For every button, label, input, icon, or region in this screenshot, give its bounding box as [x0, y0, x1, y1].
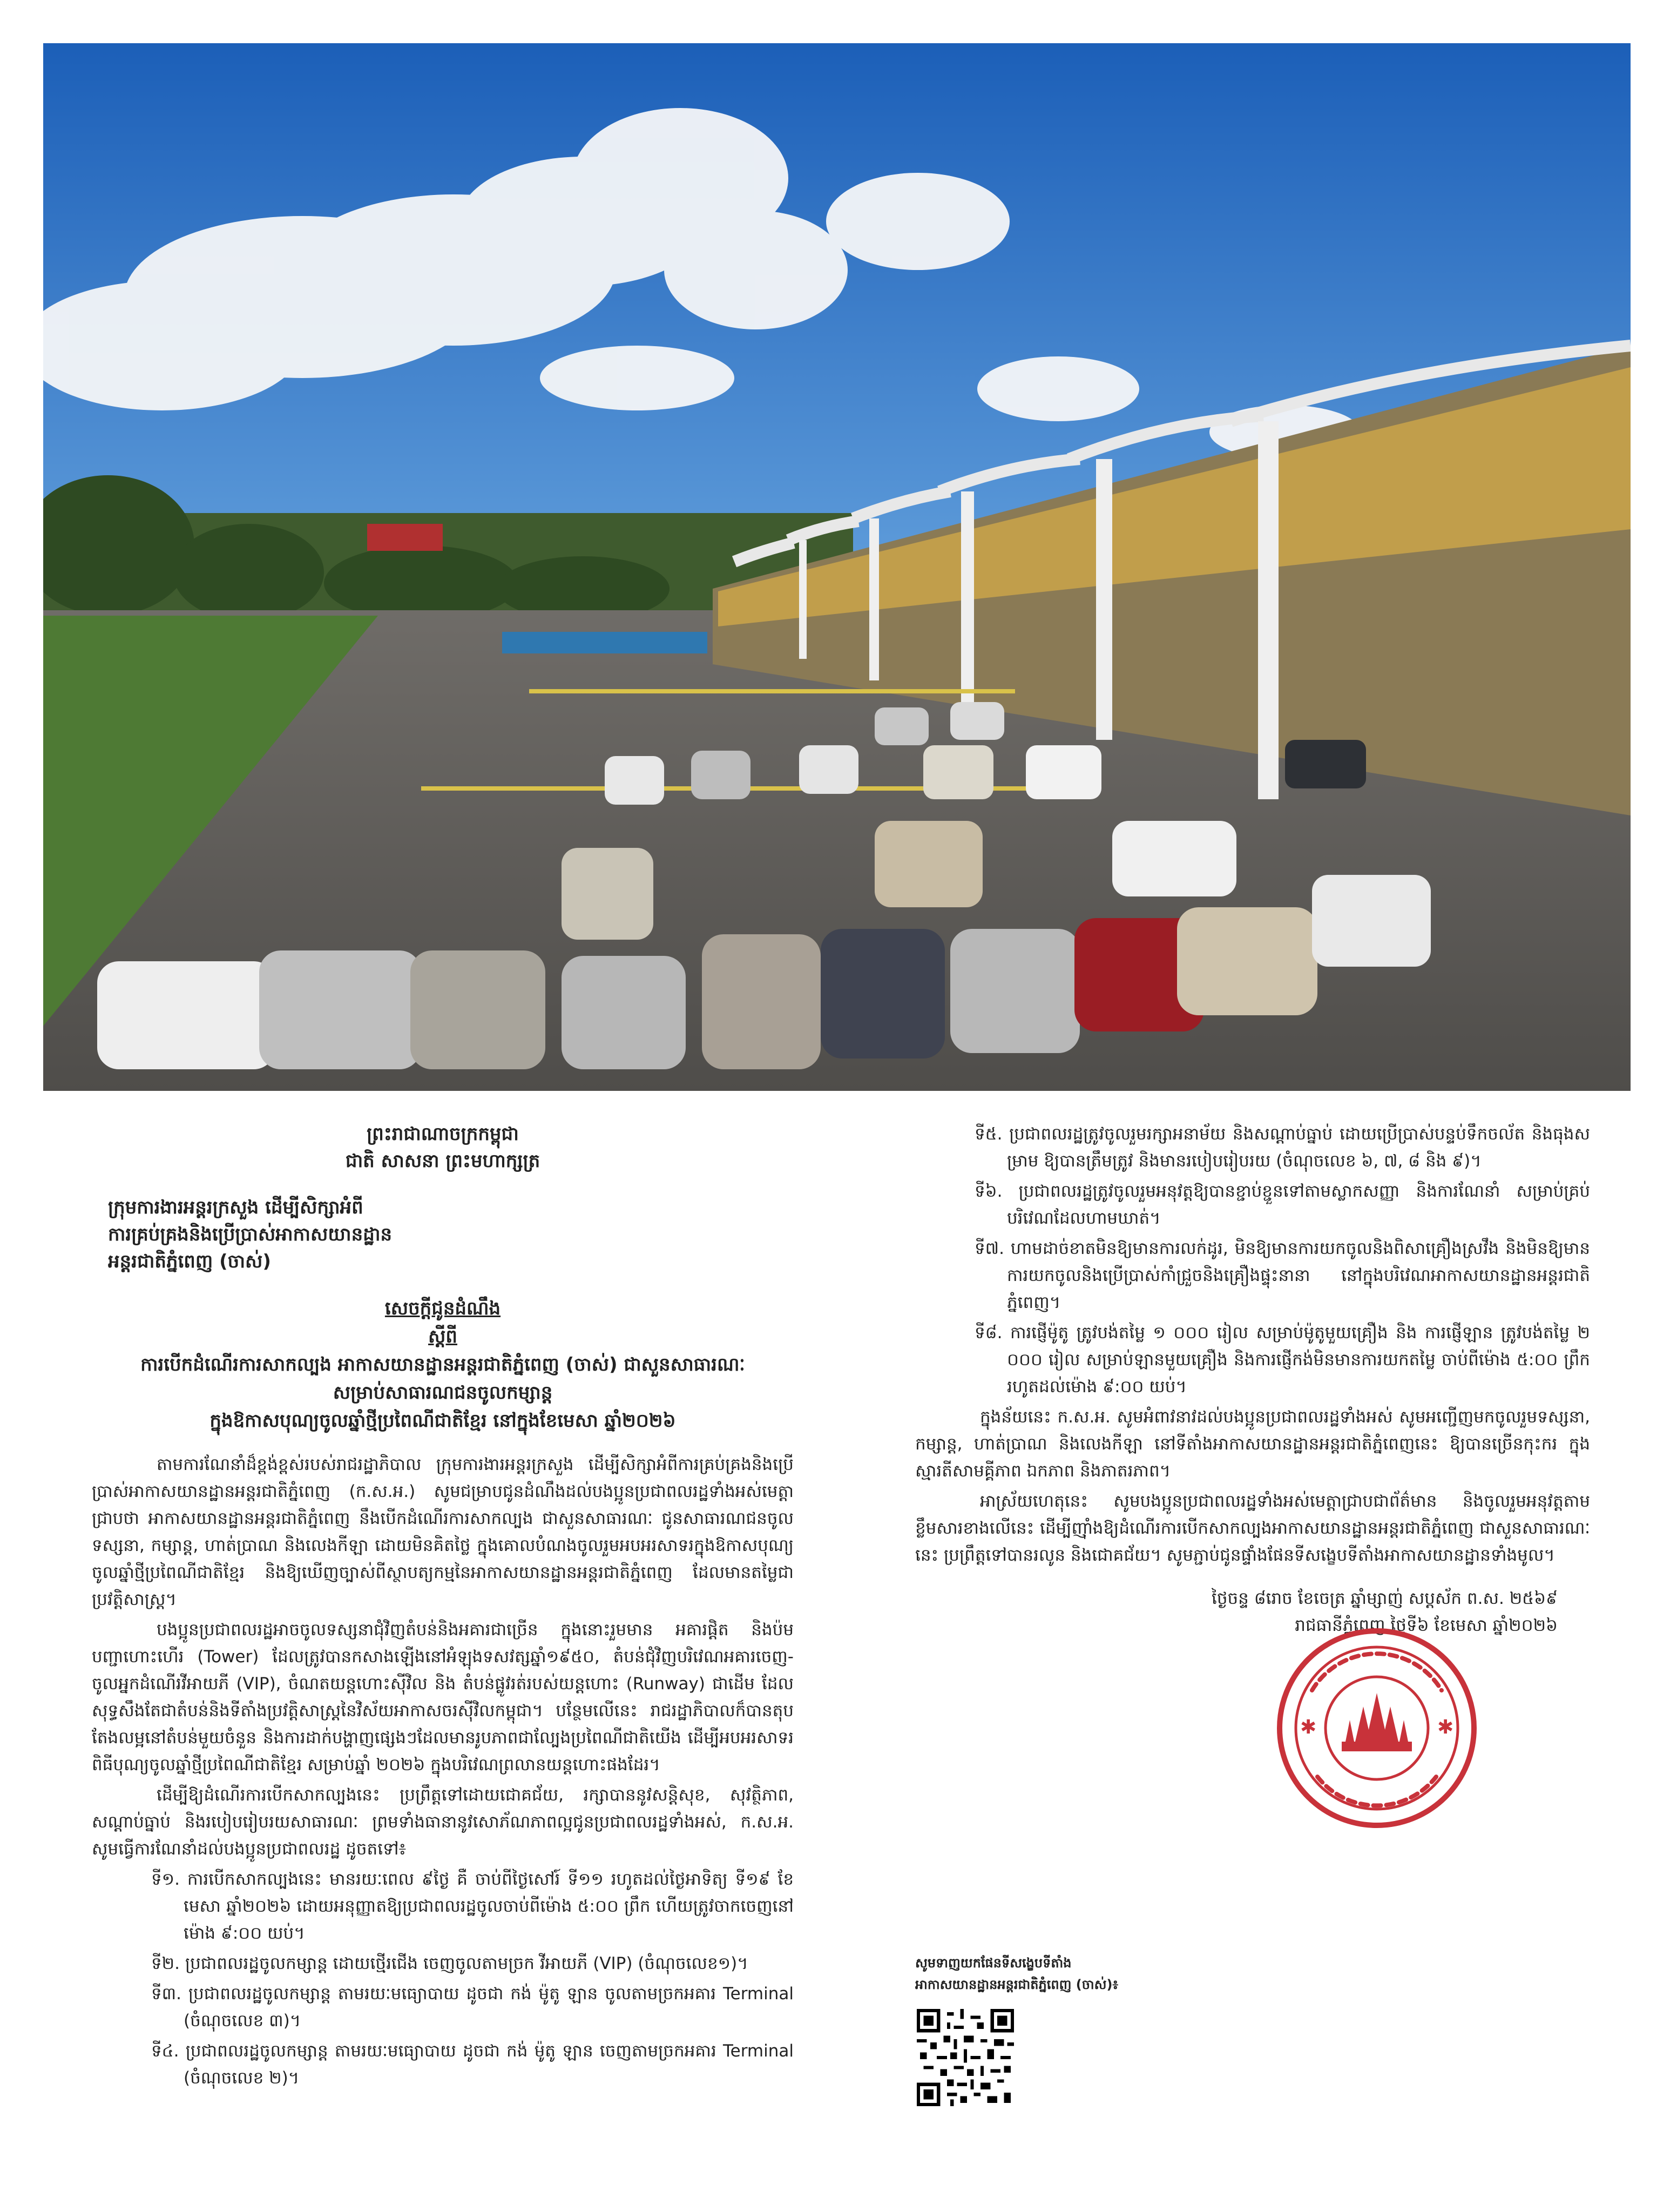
item-2: ទី២. ប្រជាពលរដ្ឋចូលកម្សាន្ត ដោយថ្មើរជើង ចេញចូលតាមច្រក វីអាយភី (VIP) (ចំណុចលេខ១)។ [151, 1954, 748, 1973]
item-3: ទី៣. ប្រជាពលរដ្ឋចូលកម្សាន្ត តាមរយៈមធ្យោបាយ ដូចជា កង់ ម៉ូតូ ឡាន ចូលតាមច្រកអគារ Terminal (ចំណុចលេខ ៣)។ [151, 1984, 794, 2031]
right-column [915, 1121, 1590, 1639]
signature-block [915, 1585, 1590, 1639]
qr-caption [915, 1952, 1239, 1995]
issuer-block [92, 1194, 794, 1275]
title-line-1: សេចក្តីជូនដំណឹង [384, 1298, 501, 1319]
title-line-2: ស្តីពី [428, 1326, 457, 1347]
qr-caption-line-1: សូមទាញយកផែនទីសង្ខេបទីតាំង [915, 1955, 1072, 1971]
item-4: ទី៤. ប្រជាពលរដ្ឋចូលកម្សាន្ត តាមរយៈមធ្យោបាយ ដូចជា កង់ ម៉ូតូ ឡាន ចេញតាមច្រកអគារ Terminal (ចំណុចលេខ ២)។ [151, 2041, 794, 2088]
title-line-5: ក្នុងឱកាសបុណ្យចូលឆ្នាំថ្មីប្រពៃណីជាតិខ្មែរ នៅក្នុងខែមេសា ឆ្នាំ២០២៦ [209, 1410, 676, 1432]
official-seal [1274, 1626, 1479, 1831]
paragraph-3: ដើម្បីឱ្យដំណើរការបើកសាកល្បងនេះ ប្រព្រឹត្តទៅដោយជោគជ័យ, រក្សាបាននូវសន្តិសុខ, សុវត្ថិភាព, សណ្តាប់ធ្នាប់ និងរបៀបរៀបរយសាធារណៈ ព្រមទាំងធានានូវសោភ័ណភាពល្អជូនប្រជាពលរដ្ឋទាំងអស់, ក.ស.អ. សូមធ្វើការណែនាំដល់បងប្អូនប្រជាពលរដ្ឋ ដូចតទៅ៖ [92, 1785, 794, 1859]
item-7: ទី៧. ហាមដាច់ខាតមិនឱ្យមានការលក់ដូរ, មិនឱ្យមានការយកចូលនិងពិសាគ្រឿងស្រវឹង និងមិនឱ្យមានការយកចូលនិងប្រើប្រាស់កាំជ្រួចនិងគ្រឿងផ្ទុះនានា នៅក្នុងបរិវេណអាកាសយានដ្ឋានអន្តរជាតិភ្នំពេញ។ [975, 1239, 1590, 1312]
paragraph-4: ក្នុងន័យនេះ ក.ស.អ. សូមអំពាវនាវដល់បងប្អូនប្រជាពលរដ្ឋទាំងអស់ សូមអញ្ជើញមកចូលរួមទស្សនា, កម្សាន្ត, ហាត់ប្រាណ និងលេងកីឡា នៅទីតាំងអាកាសយានដ្ឋានអន្តរជាតិភ្នំពេញនេះ ឱ្យបានច្រើនកុះករ ក្នុងស្មារតីសាមគ្គីភាព ឯកភាព និងភាតរភាព។ [915, 1407, 1590, 1481]
map-qr-code[interactable] [917, 2009, 1014, 2106]
qr-caption-line-2: អាកាសយានដ្ឋានអន្តរជាតិភ្នំពេញ (ចាស់)៖ [915, 1977, 1118, 1992]
lunar-date: ថ្ងៃចន្ទ ៨រោច ខែចេត្រ ឆ្នាំម្សាញ់ សប្តស័ក ព.ស. ២៥៦៩ [1211, 1589, 1558, 1608]
airport-photo [43, 43, 1631, 1091]
title-line-3: ការបើកដំណើរការសាកល្បង អាកាសយានដ្ឋានអន្តរជាតិភ្នំពេញ (ចាស់) ជាសួនសាធារណៈ [140, 1354, 745, 1375]
paragraph-2: បងប្អូនប្រជាពលរដ្ឋអាចចូលទស្សនាជុំវិញតំបន់និងអគារជាច្រើន ក្នុងនោះរួមមាន អគារផ្តិត និងប៉មបញ្ជាហោះហើរ (Tower) ដែលត្រូវបានកសាងឡើងនៅអំឡុងទសវត្សឆ្នាំ១៩៥០, តំបន់ជុំវិញបរិវេណអគារចេញ-ចូលអ្នកដំណើរវីអាយភី (VIP), ចំណតយន្តហោះស៊ីវិល និង តំបន់ផ្លូវរត់របស់យន្តហោះ (Runway) ជាដើម ដែលសុទ្ធសឹងតែជាតំបន់និងទីតាំងប្រវត្តិសាស្ត្រនៃវិស័យអាកាសចរស៊ីវិលកម្ពុជា។ បន្ថែមលើនេះ រាជរដ្ឋាភិបាលក៏បានតុបតែងលម្អនៅតំបន់មួយចំនួន និងការដាក់បង្ហាញផ្សេងៗដែលមានរូបភាពជាល្បែងប្រពៃណីជាតិយើង ដើម្បីអបអរសាទរពិធីបុណ្យចូលឆ្នាំថ្មីប្រពៃណីជាតិខ្មែរ សម្រាប់ឆ្នាំ ២០២៦ ក្នុងបរិវេណព្រលានយន្តហោះផងដែរ។ [92, 1620, 794, 1775]
item-5: ទី៥. ប្រជាពលរដ្ឋត្រូវចូលរួមរក្សាអនាម័យ និងសណ្តាប់ធ្នាប់ ដោយប្រើប្រាស់បន្ទប់ទឹកចល័ត និងធុងសម្រាម ឱ្យបានត្រឹមត្រូវ និងមានរបៀបរៀបរយ (ចំណុចលេខ ៦, ៧, ៨ និង ៩)។ [975, 1124, 1590, 1171]
paragraph-5: អាស្រ័យហេតុនេះ សូមបងប្អូនប្រជាពលរដ្ឋទាំងអស់មេត្តាជ្រាបជាព័ត៌មាន និងចូលរួមអនុវត្តតាមខ្លឹមសារខាងលើនេះ ដើម្បីញ៉ាំងឱ្យដំណើរការបើកសាកល្បងអាកាសយានដ្ឋានអន្តរជាតិភ្នំពេញ ជាសួនសាធារណៈនេះ ប្រព្រឹត្តទៅបានរលូន និងជោគជ័យ។ សូមភ្ជាប់ជូនផ្ទាំងផែនទីសង្ខេបទីតាំងអាកាសយានដ្ឋានទាំងមូល។ [915, 1492, 1590, 1565]
issue-date: រាជធានីភ្នំពេញ ថ្ងៃទី៦ ខែមេសា ឆ្នាំ២០២៦ [1295, 1616, 1558, 1635]
issuer-line-3: អន្តរជាតិភ្នំពេញ (ចាស់) [108, 1251, 271, 1272]
motto-heading: ជាតិ សាសនា ព្រះមហាក្សត្រ [345, 1150, 540, 1172]
issuer-line-1: ក្រុមការងារអន្តរក្រសួង ដើម្បីសិក្សាអំពី [108, 1197, 363, 1218]
item-1: ទី១. ការបើកសាកល្បងនេះ មានរយៈពេល ៩ថ្ងៃ គឺ ចាប់ពីថ្ងៃសៅរ៍ ទី១១ រហូតដល់ថ្ងៃអាទិត្យ ទី១៩ ខែមេសា ឆ្នាំ២០២៦ ដោយអនុញ្ញាតឱ្យប្រជាពលរដ្ឋចូលចាប់ពីម៉ោង ៥:០០ ព្រឹក ហើយត្រូវចាកចេញនៅម៉ោង ៩:០០ យប់។ [151, 1870, 794, 1943]
paragraph-1: តាមការណែនាំដ៏ខ្ពង់ខ្ពស់របស់រាជរដ្ឋាភិបាល ក្រុមការងារអន្តរក្រសួង ដើម្បីសិក្សាអំពីការគ្រប់គ្រងនិងប្រើប្រាស់អាកាសយានដ្ឋានអន្តរជាតិភ្នំពេញ (ក.ស.អ.) សូមជម្រាបជូនដំណឹងដល់បងប្អូនប្រជាពលរដ្ឋទាំងអស់មេត្តាជ្រាបថា អាកាសយានដ្ឋានអន្តរជាតិភ្នំពេញ នឹងបើកដំណើរការសាកល្បង ជាសួនសាធារណៈ ជូនសាធារណជនចូលទស្សនា, កម្សាន្ត, ហាត់ប្រាណ និងលេងកីឡា ដោយមិនគិតថ្លៃ ក្នុងគោលបំណងចូលរួមអបអរសាទរក្នុងឱកាសបុណ្យចូលឆ្នាំថ្មីប្រពៃណីជាតិខ្មែរ និងឱ្យឃើញច្បាស់ពីស្ថាបត្យកម្មនៃអាកាសយានដ្ឋានអន្តរជាតិភ្នំពេញ ដែលមានតម្លៃជាប្រវត្តិសាស្ត្រ។ [92, 1455, 794, 1609]
item-8: ទី៨. ការផ្ញើម៉ូតូ ត្រូវបង់តម្លៃ ១ ០០០ រៀល សម្រាប់ម៉ូតូមួយគ្រឿង និង ការផ្ញើឡាន ត្រូវបង់តម្លៃ ២ ០០០ រៀល សម្រាប់ឡានមួយគ្រឿង និងការផ្ញើកង់មិនមានការយកតម្លៃ ចាប់ពីម៉ោង ៥:០០ ព្រឹក រហូតដល់ម៉ោង ៩:០០ យប់។ [975, 1323, 1590, 1397]
left-column [92, 1121, 794, 2095]
notice-title [92, 1294, 794, 1435]
title-line-4: សម្រាប់សាធារណជនចូលកម្សាន្ត [333, 1382, 553, 1404]
item-6: ទី៦. ប្រជាពលរដ្ឋត្រូវចូលរួមអនុវត្តឱ្យបានខ្ជាប់ខ្ជួនទៅតាមស្លាកសញ្ញា និងការណែនាំ សម្រាប់គ្រប់បរិវេណដែលហាមឃាត់។ [975, 1182, 1590, 1228]
kingdom-heading: ព្រះរាជាណាចក្រកម្ពុជា [367, 1123, 519, 1145]
svg-text:✱: ✱ [1437, 1716, 1454, 1738]
issuer-line-2: ការគ្រប់គ្រងនិងប្រើប្រាស់អាកាសយានដ្ឋាន [108, 1224, 393, 1245]
svg-text:✱: ✱ [1300, 1716, 1317, 1738]
